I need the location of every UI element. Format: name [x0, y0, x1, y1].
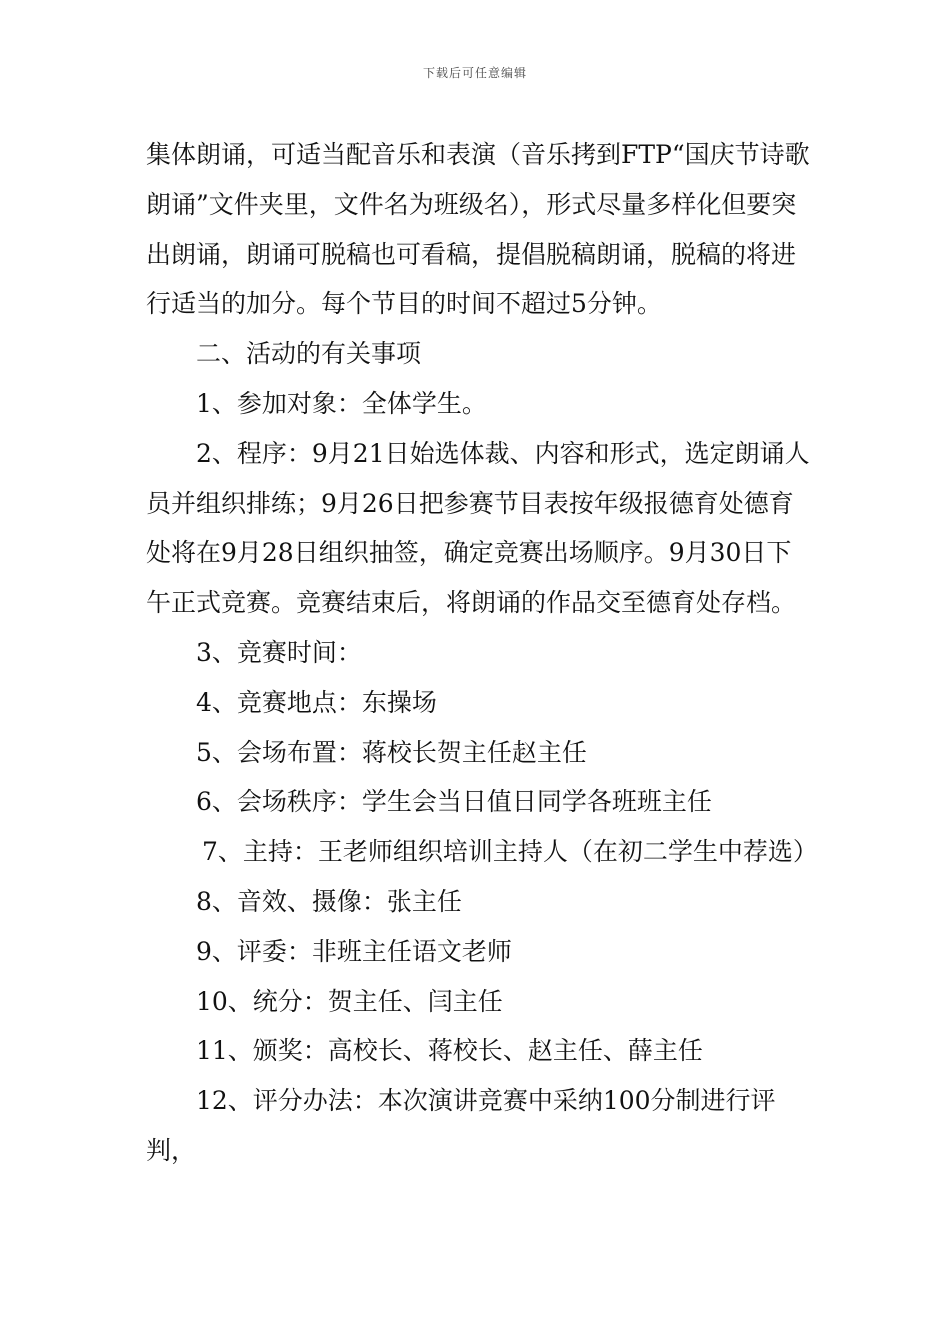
item-competition-venue: 4、竞赛地点：东操场: [196, 687, 437, 717]
item-competition-time: 3、竞赛时间：: [196, 637, 362, 667]
item-sound-camera: 8、音效、摄像：张主任: [196, 886, 462, 916]
page-header: 下载后可任意编辑: [422, 66, 527, 80]
item-participants: 1、参加对象：全体学生。: [196, 388, 487, 418]
item-venue-order: 6、会场秩序：学生会当日值日同学各班班主任: [196, 787, 712, 817]
document-body: [146, 130, 818, 1176]
item-awards: 11、颁奖：高校长、蒋校长、赵主任、薛主任: [196, 1036, 703, 1066]
section-heading-activity-matters: 二、活动的有关事项: [196, 339, 422, 369]
paragraph-performance-format: 集体朗诵，可适当配音乐和表演（音乐拷到FTP“国庆节诗歌朗诵”文件夹里，文件名为班级名），形式尽量多样化但要突出朗诵，朗诵可脱稿也可看稿，提倡脱稿朗诵，脱稿的将进行适当的加分。每个节目的时间不超过5分钟。: [146, 140, 810, 319]
item-host: 7、主持：王老师组织培训主持人（在初二学生中荐选）: [202, 837, 818, 867]
item-scoring-method: 12、评分办法：本次演讲竞赛中采纳100分制进行评判，: [146, 1086, 776, 1165]
item-scoring: 10、统分：贺主任、闫主任: [196, 986, 503, 1016]
item-judges: 9、评委：非班主任语文老师: [196, 936, 512, 966]
item-procedure: 2、程序：9月21日始选体裁、内容和形式，选定朗诵人员并组织排练；9月26日把参赛节目表按年级报德育处德育处将在9月28日组织抽签，确定竞赛出场顺序。9月30日下午正式竞赛。竞赛结束后，将朗诵的作品交至德育处存档。: [146, 438, 810, 618]
item-venue-setup: 5、会场布置：蒋校长贺主任赵主任: [196, 737, 587, 767]
